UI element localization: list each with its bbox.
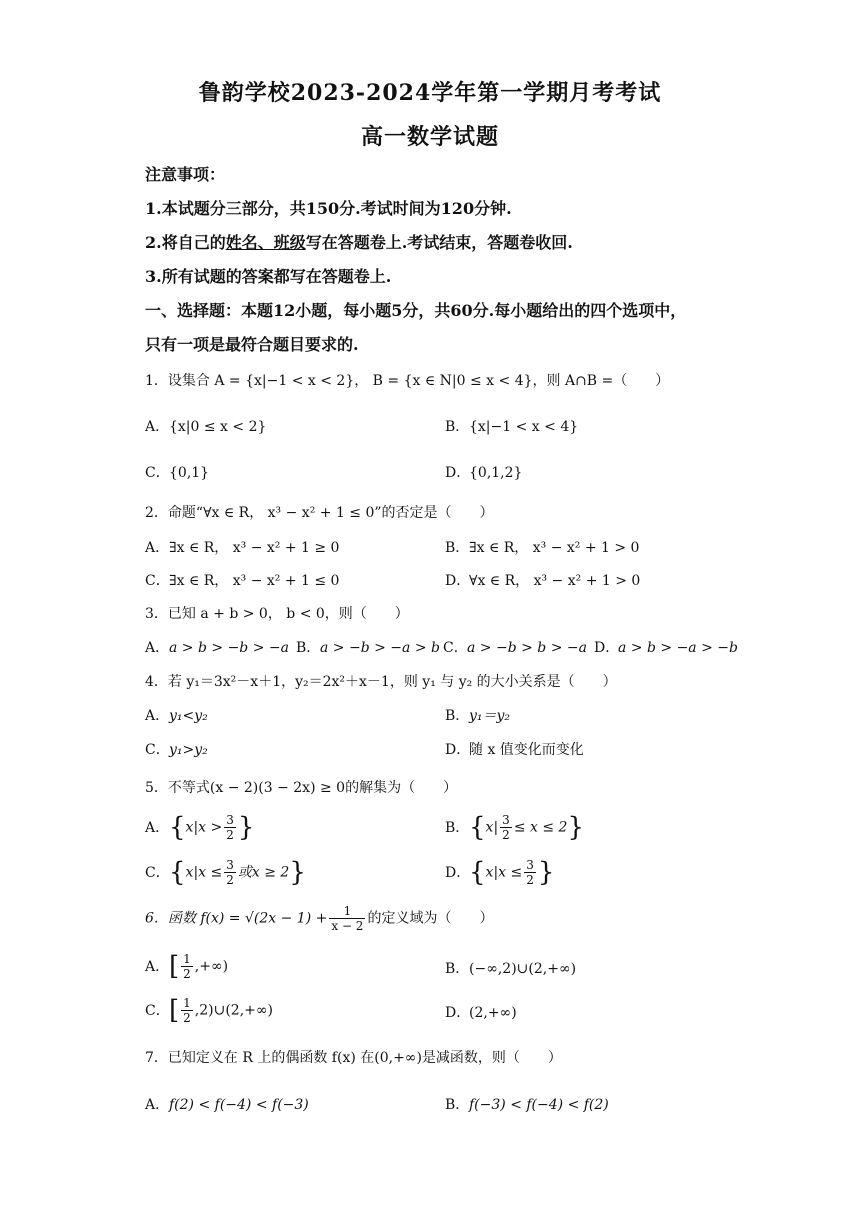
question-4-option-c (145, 739, 208, 759)
left-brace-icon: { (469, 857, 486, 888)
right-brace-icon: } (237, 812, 255, 843)
question-4-option-a (145, 705, 208, 725)
left-brace-icon: { (469, 812, 486, 843)
fraction-numerator: 3 (502, 813, 510, 827)
option-text: {0,1} (169, 465, 210, 481)
option-label: D． (445, 864, 471, 881)
question-2-option-d (445, 570, 640, 590)
fraction-denominator: x − 2 (331, 919, 364, 933)
option-label: C． (443, 640, 468, 656)
question-2-option-a (145, 537, 339, 557)
left-brace-icon: { (169, 857, 186, 888)
option-text-post: ,+∞) (194, 958, 229, 975)
option-label: D． (594, 640, 620, 656)
option-label: D． (445, 573, 471, 589)
option-label: B． (445, 540, 470, 556)
question-5-stem: 5．不等式(x − 2)(3 − 2x) ≥ 0的解集为（ ） (145, 780, 458, 796)
question-5-option-b (445, 813, 584, 842)
note-2-post: 写在答题卷上.考试结束，答题卷收回. (305, 233, 573, 252)
fraction-denominator: 2 (502, 828, 510, 842)
left-bracket-icon: [ (169, 995, 180, 1026)
notes-heading: 注意事项： (145, 165, 226, 184)
fraction-numerator: 1 (329, 904, 365, 919)
option-text: a > b > −b > −a (169, 640, 289, 656)
option-label: C． (145, 465, 170, 481)
question-5-option-a (145, 813, 254, 842)
option-label: A． (145, 640, 170, 656)
option-text-post: 或x ≥ 2 (237, 864, 290, 881)
right-brace-icon: } (537, 857, 555, 888)
question-6-option-d (445, 1002, 517, 1022)
option-label: B． (296, 640, 321, 656)
fraction-numerator: 1 (183, 952, 191, 966)
option-label: B． (445, 819, 470, 836)
question-1-option-d (445, 462, 522, 482)
option-text: {x|0 ≤ x < 2} (169, 419, 267, 435)
question-4-option-b (445, 705, 510, 725)
option-text: y₁<y₂ (169, 708, 208, 724)
option-label: D． (445, 1005, 471, 1021)
option-label: A． (145, 540, 170, 556)
note-1: 1.本试题分三部分，共150分.考试时间为120分钟. (145, 199, 512, 218)
option-text: (2,+∞) (469, 1005, 517, 1021)
option-label: D． (445, 465, 471, 481)
question-6-option-b (445, 958, 576, 978)
question-3-option-d (594, 637, 738, 657)
option-text-pre: x|x ≤ (485, 864, 523, 881)
option-label: C． (145, 742, 170, 758)
question-3-option-c (443, 637, 587, 657)
right-brace-icon: } (567, 812, 584, 843)
option-text: f(−3) < f(−4) < f(2) (469, 1097, 609, 1113)
option-text-pre: x|x > (185, 819, 223, 836)
stem-pre: 6．函数 f(x) = √(2x − 1) + (145, 910, 328, 927)
exam-title: 鲁韵学校2023-2024学年第一学期月考考试 (198, 80, 662, 106)
option-text-pre: x|x ≤ (185, 864, 223, 881)
question-7-stem: 7．已知定义在 R 上的偶函数 f(x) 在(0,+∞)是减函数，则（ ） (145, 1050, 562, 1066)
option-text: {x|−1 < x < 4} (469, 419, 579, 435)
option-text-post: ≤ x ≤ 2 (513, 819, 568, 836)
question-2-stem: 2．命题“∀x ∈ R， x³ − x² + 1 ≤ 0”的否定是（ ） (145, 505, 494, 521)
option-label: A． (145, 1097, 170, 1113)
fraction (224, 858, 236, 887)
option-label: B． (445, 708, 470, 724)
question-1-option-c (145, 462, 209, 482)
option-label: C． (145, 1002, 170, 1019)
question-3-option-a (145, 637, 289, 657)
question-3-option-b (296, 637, 440, 657)
fraction (524, 858, 536, 887)
fraction-denominator: 2 (226, 828, 234, 842)
fraction-numerator: 3 (526, 858, 534, 872)
stem-post: 的定义域为（ ） (367, 910, 494, 927)
fraction (329, 904, 365, 933)
fraction (181, 952, 193, 981)
question-5-option-c (145, 858, 306, 887)
question-1-option-a (145, 416, 266, 436)
fraction-denominator: 2 (183, 1011, 191, 1025)
question-3-stem: 3．已知 a + b > 0， b < 0，则（ ） (145, 606, 409, 622)
question-6-option-c (145, 996, 273, 1025)
option-label: B． (445, 961, 470, 977)
option-label: D． (445, 742, 471, 758)
question-2-option-b (445, 537, 639, 557)
option-text: (−∞,2)∪(2,+∞) (469, 961, 577, 977)
fraction-denominator: 2 (526, 873, 534, 887)
option-label: A． (145, 708, 170, 724)
option-text: a > −b > b > −a (467, 640, 587, 656)
option-text-pre: x| (485, 819, 499, 836)
option-label: A． (145, 958, 170, 975)
option-text: ∃x ∈ R， x³ − x² + 1 ≤ 0 (169, 573, 340, 589)
fraction-denominator: 2 (226, 873, 234, 887)
question-7-option-a (145, 1094, 309, 1114)
left-brace-icon: { (169, 812, 186, 843)
section-1-line-1: 一、选择题：本题12小题，每小题5分，共60分.每小题给出的四个选项中， (145, 301, 687, 320)
note-2 (145, 230, 573, 253)
fraction (224, 813, 236, 842)
option-text: a > b > −a > −b (618, 640, 738, 656)
option-text: y₁＝y₂ (469, 708, 511, 724)
question-4-stem: 4．若 y₁＝3x²－x＋1，y₂＝2x²＋x－1，则 y₁ 与 y₂ 的大小关系是（ ） (145, 674, 617, 690)
fraction (181, 996, 193, 1025)
fraction (500, 813, 512, 842)
option-label: A． (145, 819, 170, 836)
option-text: y₁>y₂ (169, 742, 208, 758)
exam-subtitle: 高一数学试题 (360, 124, 499, 150)
question-7-option-b (445, 1094, 609, 1114)
option-text: f(2) < f(−4) < f(−3) (169, 1097, 309, 1113)
question-2-option-c (145, 570, 339, 590)
option-text: {0,1,2} (469, 465, 523, 481)
option-label: C． (145, 573, 170, 589)
question-1-stem: 1．设集合 A = {x|−1 < x < 2}， B = {x ∈ N|0 ≤ x < 4}，则 A∩B =（ ） (145, 373, 670, 389)
option-text: ∃x ∈ R， x³ − x² + 1 > 0 (469, 540, 640, 556)
fraction-numerator: 3 (226, 858, 234, 872)
question-6-option-a (145, 952, 228, 981)
fraction-numerator: 1 (183, 996, 191, 1010)
option-label: B． (445, 1097, 470, 1113)
option-label: C． (145, 864, 170, 881)
option-text: 随 x 值变化而变化 (469, 742, 584, 758)
question-1-option-b (445, 416, 578, 436)
note-3: 3.所有试题的答案都写在答题卷上. (145, 267, 392, 286)
question-5-option-d (445, 858, 554, 887)
option-text: ∃x ∈ R， x³ − x² + 1 ≥ 0 (169, 540, 340, 556)
question-4-option-d (445, 739, 584, 759)
note-2-pre: 2.将自己的 (145, 233, 226, 252)
fraction-numerator: 3 (226, 813, 234, 827)
option-label: A． (145, 419, 170, 435)
option-label: B． (445, 419, 470, 435)
question-6-stem (145, 904, 493, 933)
note-2-underlined: 姓名、班级 (225, 233, 306, 252)
option-text: a > −b > −a > b (320, 640, 440, 656)
section-1-line-2: 只有一项是最符合题目要求的. (145, 335, 359, 354)
option-text-post: ,2)∪(2,+∞) (194, 1002, 274, 1019)
right-brace-icon: } (289, 857, 306, 888)
option-text: ∀x ∈ R， x³ − x² + 1 > 0 (469, 573, 641, 589)
fraction-denominator: 2 (183, 967, 191, 981)
left-bracket-icon: [ (169, 951, 180, 982)
